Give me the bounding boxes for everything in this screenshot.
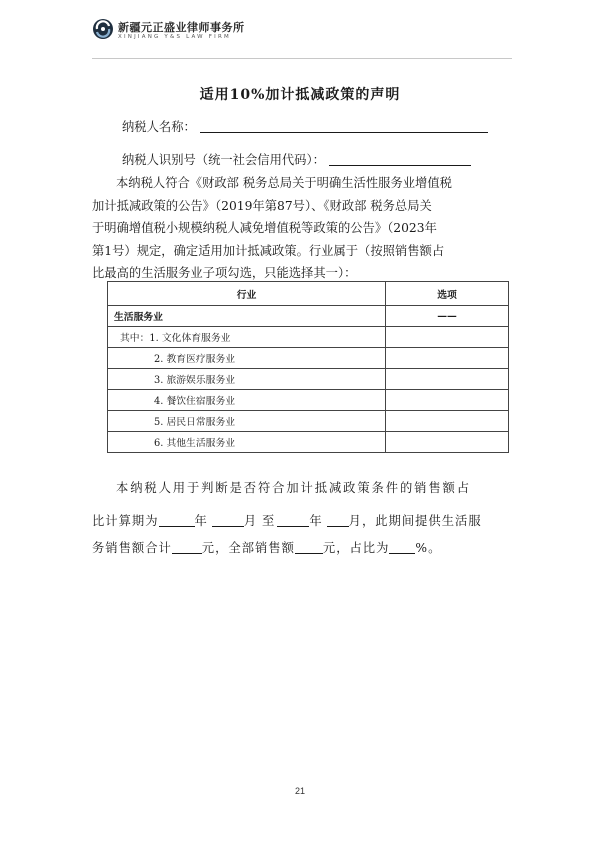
percent-suffix: %。 bbox=[415, 541, 442, 555]
taxpayer-name-blank[interactable] bbox=[200, 119, 488, 133]
option-checkbox-cell[interactable] bbox=[386, 348, 509, 369]
option-checkbox-cell[interactable] bbox=[386, 327, 509, 348]
industry-column-header: 行业 bbox=[108, 282, 386, 306]
intro-line: 加计抵减政策的公告》（2019年第87号）、《财政部 税务总局关 bbox=[92, 198, 432, 213]
period-label: 比计算期为 bbox=[92, 514, 159, 528]
table-row bbox=[108, 369, 509, 390]
header-divider bbox=[92, 58, 512, 59]
table-row bbox=[108, 348, 509, 369]
industry-item: 其中：1. 文化体育服务业 bbox=[108, 327, 386, 348]
category-option: —— bbox=[386, 306, 509, 327]
industry-item: 4. 餐饮住宿服务业 bbox=[108, 390, 386, 411]
taxpayer-id-blank[interactable] bbox=[329, 152, 471, 166]
intro-line: 第1号）规定，确定适用加计抵减政策。行业属于（按照销售额占 bbox=[92, 243, 445, 258]
all-sales-blank[interactable] bbox=[295, 541, 323, 554]
industry-selection-table bbox=[107, 281, 509, 453]
table-row bbox=[108, 327, 509, 348]
firm-name-en: XINJIANG Y&S LAW FIRM bbox=[118, 34, 231, 40]
option-checkbox-cell[interactable] bbox=[386, 432, 509, 453]
ratio-blank[interactable] bbox=[389, 541, 415, 554]
industry-item: 6. 其他生活服务业 bbox=[108, 432, 386, 453]
industry-item: 2. 教育医疗服务业 bbox=[108, 348, 386, 369]
period-suffix: 月，此期间提供生活服 bbox=[348, 514, 482, 528]
option-column-header: 选项 bbox=[386, 282, 509, 306]
page-number: 21 bbox=[294, 786, 305, 796]
year-label: 年 bbox=[194, 514, 208, 528]
letterhead bbox=[92, 14, 512, 54]
category-label: 生活服务业 bbox=[108, 306, 386, 327]
end-month-blank[interactable] bbox=[327, 514, 349, 527]
taxpayer-name-label: 纳税人名称： bbox=[122, 120, 196, 134]
month-to-label: 月 至 bbox=[243, 514, 276, 528]
law-firm-logo-icon bbox=[92, 18, 114, 40]
firm-name-cn: 新疆元正盛业律师事务所 bbox=[118, 21, 245, 34]
table-row bbox=[108, 390, 509, 411]
category-row bbox=[108, 306, 509, 327]
intro-paragraph bbox=[92, 172, 510, 285]
industry-item: 3. 旅游娱乐服务业 bbox=[108, 369, 386, 390]
year-label: 年 bbox=[309, 514, 323, 528]
document-title: 适用10%加计抵减政策的声明 bbox=[199, 87, 401, 103]
end-year-blank[interactable] bbox=[277, 514, 309, 527]
table-row bbox=[108, 432, 509, 453]
taxpayer-id-row bbox=[122, 150, 471, 168]
industry-item: 5. 居民日常服务业 bbox=[108, 411, 386, 432]
ratio-label: 元，占比为 bbox=[322, 541, 390, 555]
closing-line-3 bbox=[92, 538, 510, 556]
closing-line-2 bbox=[92, 511, 510, 529]
option-checkbox-cell[interactable] bbox=[386, 390, 509, 411]
intro-line: 比最高的生活服务业子项勾选，只能选择其一）： bbox=[92, 266, 357, 281]
closing-line-1: 本纳税人用于判断是否符合加计抵减政策条件的销售额占 bbox=[116, 481, 471, 495]
all-sales-label: 元，全部销售额 bbox=[201, 541, 295, 555]
table-header-row bbox=[108, 282, 509, 306]
intro-line: 本纳税人符合《财政部 税务总局关于明确生活性服务业增值税 bbox=[116, 176, 452, 190]
start-month-blank[interactable] bbox=[212, 514, 244, 527]
intro-line: 于明确增值税小规模纳税人减免增值税等政策的公告》（2023年 bbox=[92, 221, 437, 236]
table-row bbox=[108, 411, 509, 432]
sales-total-label: 务销售额合计 bbox=[92, 541, 172, 555]
service-sales-blank[interactable] bbox=[172, 541, 202, 554]
taxpayer-id-label: 纳税人识别号（统一社会信用代码）： bbox=[122, 153, 325, 167]
option-checkbox-cell[interactable] bbox=[386, 369, 509, 390]
start-year-blank[interactable] bbox=[159, 514, 195, 527]
option-checkbox-cell[interactable] bbox=[386, 411, 509, 432]
taxpayer-name-row bbox=[122, 117, 488, 135]
